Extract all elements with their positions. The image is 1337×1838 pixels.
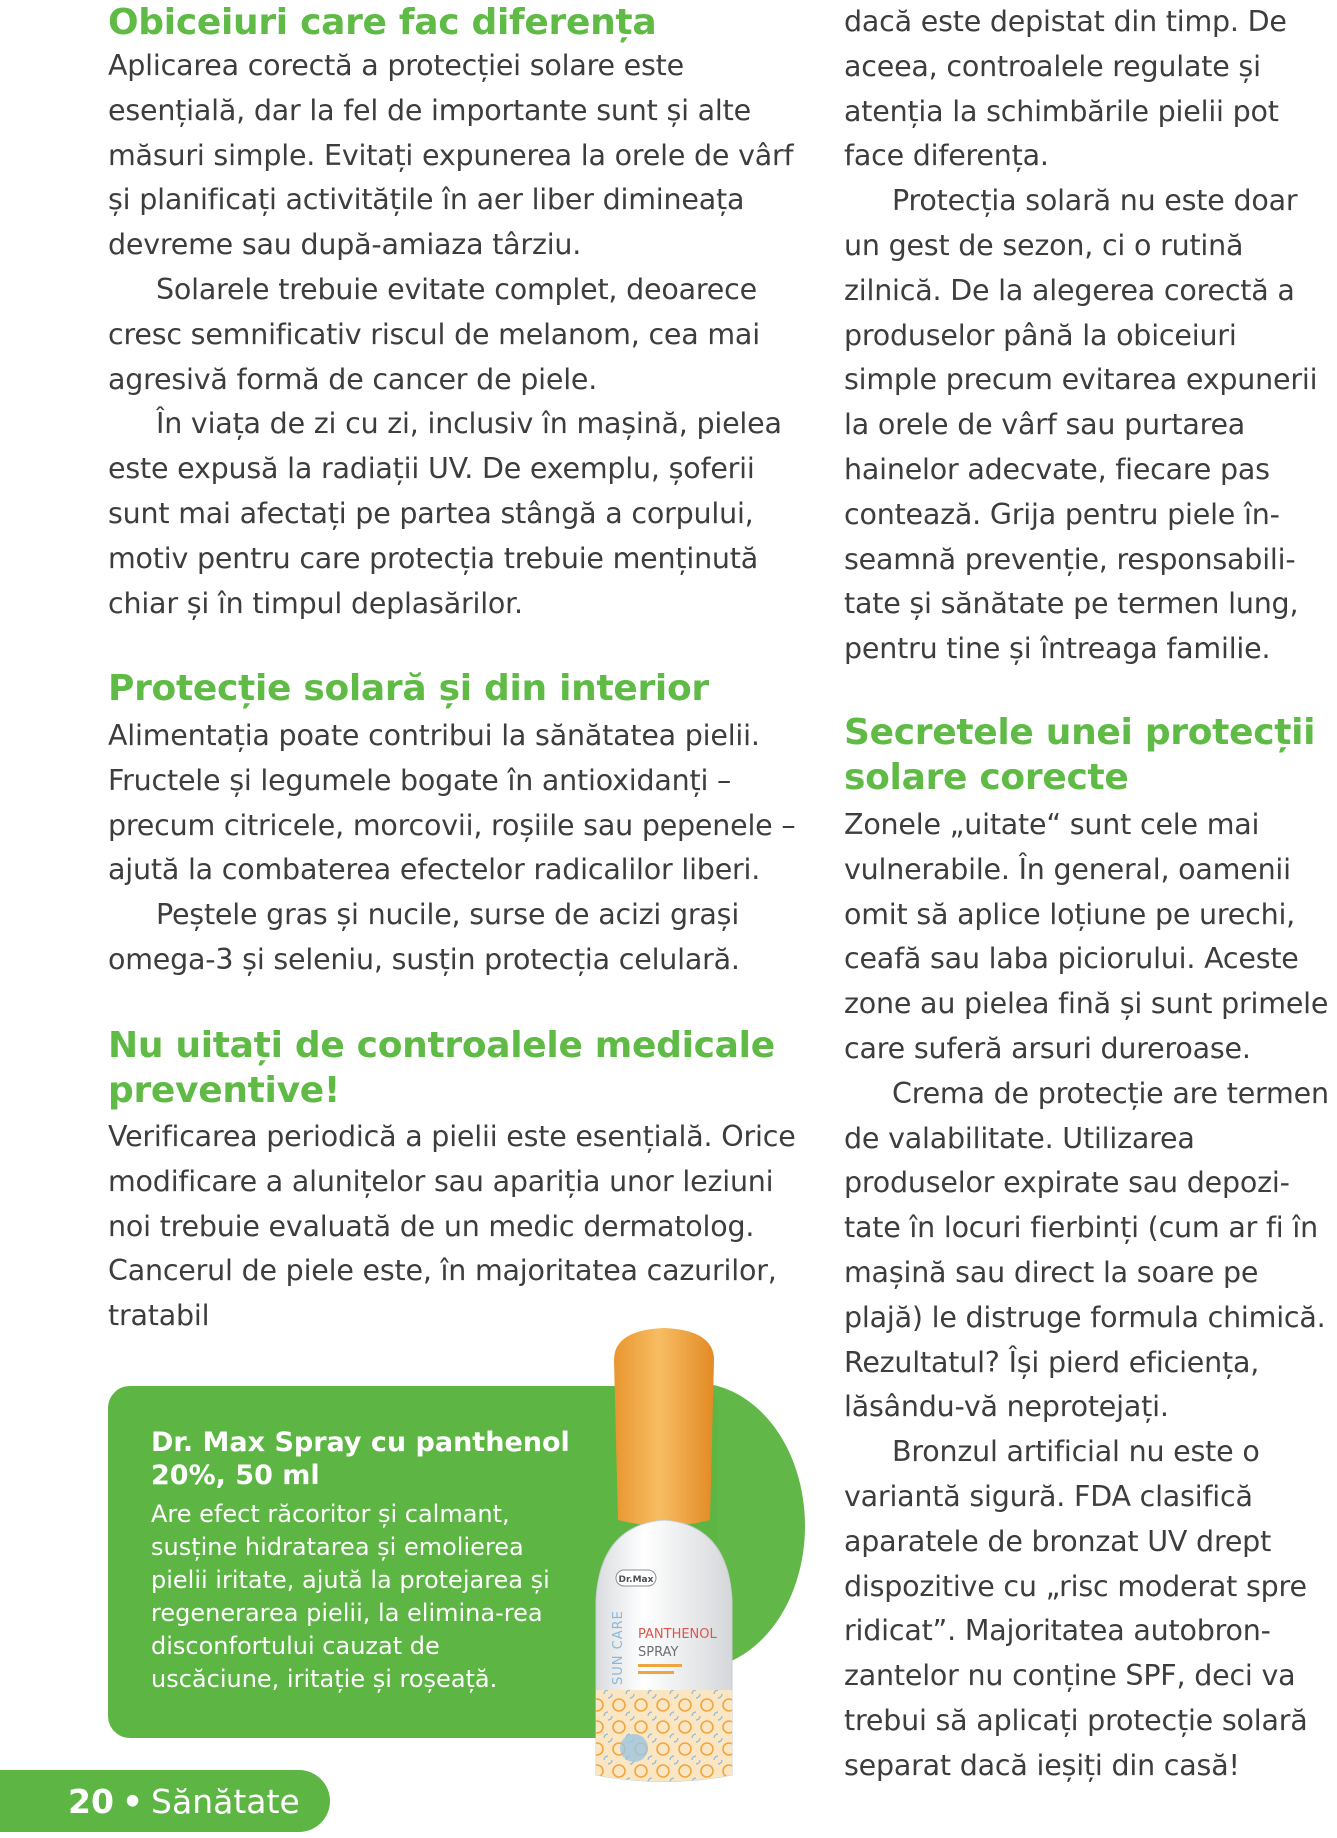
section-title-habits: Obiceiuri care fac diferența	[108, 2, 657, 43]
section-name: Sănătate	[151, 1781, 300, 1821]
page-footer	[0, 1770, 330, 1832]
footer-separator: •	[121, 1781, 144, 1821]
paragraph: Crema de protecție are termen de valabilitate. Utilizarea produselor expirate sau depozi-tate în locuri fierbinți (cum ar fi în mașină sau direct la soare pe plajă) le distruge formula chimică. Rezultatul? Își pierd eficiența, lăsându-vă neprotejați.	[844, 1076, 1329, 1424]
section-body-sun-secrets	[844, 803, 1337, 1789]
spray-can-image	[586, 1320, 742, 1790]
section-body-habits	[108, 44, 798, 626]
section-body-continued	[844, 0, 1337, 672]
paragraph: dacă este depistat din timp. De aceea, controalele regulate și atenția la schimbările pielii pot face diferența.	[844, 5, 1287, 173]
section-title-sun-secrets: Secretele unei protecții solare corecte	[844, 712, 1316, 798]
page-number: 20	[68, 1781, 114, 1821]
paragraph: Zonele „uitate“ sunt cele mai vulnerabile. În general, oamenii omit să aplice loțiune pe urechi, ceafă sau laba piciorului. Aceste zone au pielea fină și sunt primele care suferă arsuri dureroase.	[844, 808, 1329, 1065]
section-title-medical-checks: Nu uitați de controalele medicale preventive!	[108, 1025, 775, 1111]
paragraph: Protecția solară nu este doar un gest de sezon, ci o rutină zilnică. De la alegerea corectă a produselor până la obiceiuri simple precum evitarea expunerii la orele de vârf sau purtarea hainelor adecvate, fiecare pas contează. Grija pentru piele în-seamnă prevenție, responsabili-tate și sănătate pe termen lung, pentru tine și întreaga familie.	[844, 184, 1318, 666]
paragraph: Aplicarea corectă a protecției solare este esențială, dar la fel de importante sunt și alte măsuri simple. Evitați expunerea la orele de vârf și planificați activitățile în aer liber dimineața devreme sau după-amiaza târziu.	[108, 49, 794, 262]
section-body-medical-checks	[108, 1115, 798, 1339]
paragraph: Alimentația poate contribui la sănătatea pielii. Fructele și legumele bogate în antioxidanți – precum citricele, morcovii, roșiile sau pepenele – ajută la combaterea efectelor radicalilor liberi.	[108, 719, 796, 887]
can-product-name-1: PANTHENOL	[638, 1627, 717, 1642]
section-title-interior-protection: Protecție solară și din interior	[108, 668, 709, 709]
section-body-interior-protection	[108, 714, 798, 983]
paragraph: Solarele trebuie evitate complet, deoarece cresc semnificativ riscul de melanom, cea mai agresivă formă de cancer de piele.	[108, 272, 760, 396]
can-product-name-2: SPRAY	[638, 1645, 679, 1660]
product-title: Dr. Max Spray cu panthenol 20%, 50 ml	[151, 1427, 570, 1491]
paragraph: Bronzul artificial nu este o variantă sigură. FDA clasifică aparatele de bronzat UV drept dispozitive cu „risc moderat spre ridicat”. Majoritatea autobron-zantelor nu conține SPF, deci va trebui să aplicați protecție solară separat dacă ieșiți din casă!	[844, 1435, 1308, 1782]
can-line-name: SUN CARE	[611, 1610, 626, 1685]
can-brand: Dr.Max	[618, 1575, 654, 1585]
paragraph: Verificarea periodică a pielii este esențială. Orice modificare a alunițelor sau apariția unor leziuni noi trebuie evaluată de un medic dermatolog. Cancerul de piele este, în majoritatea cazurilor, tratabil	[108, 1120, 796, 1333]
paragraph: În viața de zi cu zi, inclusiv în mașină, pielea este expusă la radiații UV. De exemplu, șoferii sunt mai afectați pe partea stângă a corpului, motiv pentru care protecția trebuie menținută chiar și în timpul deplasărilor.	[108, 407, 782, 620]
product-description: Are efect răcoritor și calmant, susține hidratarea și emolierea pielii iritate, ajută la protejarea și regenerarea pielii, la elimina-rea disconfortului cauzat de uscăciune, iritație și roșeață.	[151, 1500, 550, 1693]
paragraph: Peștele gras și nucile, surse de acizi grași omega-3 și seleniu, susțin protecția celulară.	[108, 898, 740, 976]
